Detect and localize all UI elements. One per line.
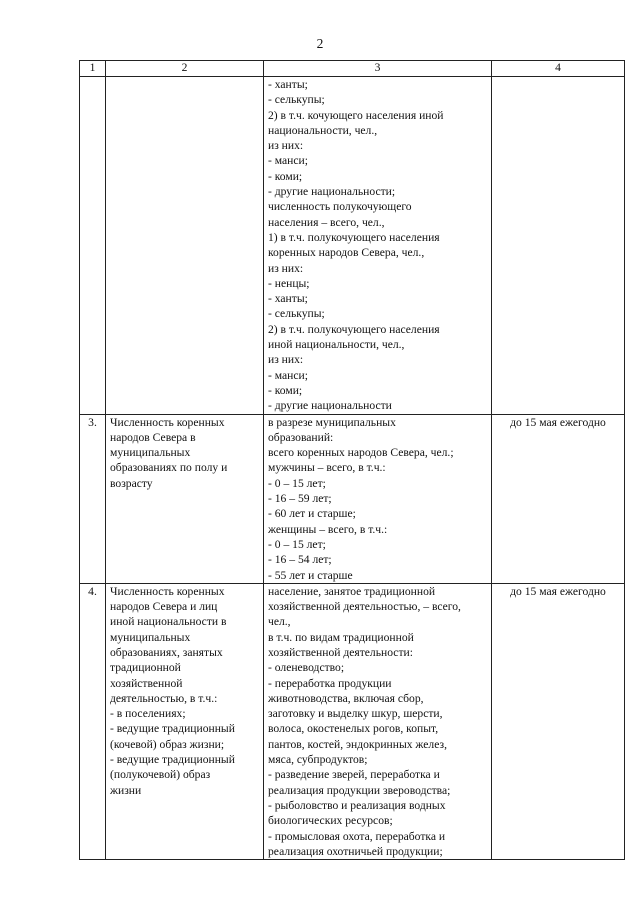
text-line: в т.ч. по видам традиционной [268, 630, 414, 644]
text-line: из них: [268, 261, 304, 275]
text-line: пантов, костей, эндокринных желез, [268, 737, 447, 751]
row-number-cell: 4. [80, 583, 106, 859]
text-line: реализация продукции звероводства; [268, 783, 451, 797]
indicator-details-cell [264, 583, 492, 859]
text-line: - ненцы; [268, 276, 310, 290]
page-number: 2 [316, 36, 324, 51]
text-line: заготовку и выделку шкур, шерсти, [268, 707, 443, 721]
text-line: - селькупы; [268, 307, 325, 321]
text-line: хозяйственной [110, 676, 183, 690]
indicator-name-cell [106, 77, 264, 415]
table-body [80, 77, 625, 860]
text-line: - ведущие традиционный [110, 722, 235, 736]
text-line: - разведение зверей, переработка и [268, 768, 440, 782]
indicator-name-cell [106, 414, 264, 583]
text-line: хозяйственной деятельности: [268, 645, 413, 659]
text-line: биологических ресурсов; [268, 814, 393, 828]
text-line: реализация охотничьей продукции; [268, 844, 443, 858]
text-line: традиционной [110, 661, 181, 675]
row-number-cell: 3. [80, 414, 106, 583]
text-line: народов Севера и лиц [110, 600, 218, 614]
indicator-name-cell [106, 583, 264, 859]
text-line: - рыболовство и реализация водных [268, 798, 446, 812]
deadline-cell: до 15 мая ежегодно [492, 414, 625, 583]
text-line: - другие национальности; [268, 185, 396, 199]
text-line: населения – всего, чел., [268, 215, 385, 229]
indicator-details-cell [264, 414, 492, 583]
text-line: из них: [268, 139, 304, 153]
text-line: Численность коренных [110, 415, 225, 429]
text-line: Численность коренных [110, 584, 225, 598]
text-line: - ведущие традиционный [110, 753, 235, 767]
text-line: иной национальности, чел., [268, 338, 405, 352]
column-header: 1 [80, 61, 106, 77]
text-line: образованиях, занятых [110, 645, 223, 659]
table-row [80, 77, 625, 415]
text-line: муниципальных [110, 446, 191, 460]
text-line: жизни [110, 783, 142, 797]
text-line: - 60 лет и старше; [268, 507, 356, 521]
text-line: - 0 – 15 лет; [268, 537, 326, 551]
text-line: - промысловая охота, переработка и [268, 829, 446, 843]
text-line: женщины – всего, в т.ч.: [268, 522, 388, 536]
text-line: мужчины – всего, в т.ч.: [268, 461, 386, 475]
text-line: коренных народов Севера, чел., [268, 246, 425, 260]
deadline-cell: до 15 мая ежегодно [492, 583, 625, 859]
text-line: (кочевой) образ жизни; [110, 737, 225, 751]
header-row [80, 61, 625, 77]
text-line: образований: [268, 430, 334, 444]
text-line: население, занятое традиционной [268, 584, 436, 598]
text-line: - коми; [268, 169, 303, 183]
text-line: 1) в т.ч. полукочующего населения [268, 230, 440, 244]
text-line: иной национальности в [110, 615, 227, 629]
text-line: - ханты; [268, 292, 308, 306]
text-line: в разрезе муниципальных [268, 415, 396, 429]
text-line: - коми; [268, 383, 303, 397]
reporting-table [79, 60, 625, 860]
text-line: волоса, окостенелых рогов, копыт, [268, 722, 439, 736]
column-header: 3 [264, 61, 492, 77]
deadline-cell [492, 77, 625, 415]
text-line: численность полукочующего [268, 200, 412, 214]
text-line: мяса, субпродуктов; [268, 753, 368, 767]
text-line: деятельностью, в т.ч.: [110, 691, 218, 705]
text-line: - 55 лет и старше [268, 568, 353, 582]
text-line: - ханты; [268, 78, 308, 91]
text-line: - оленеводство; [268, 661, 345, 675]
text-line: из них: [268, 353, 304, 367]
text-line: животноводства, включая сбор, [268, 691, 424, 705]
text-line: - 0 – 15 лет; [268, 476, 326, 490]
text-line: национальности, чел., [268, 123, 378, 137]
text-line: - селькупы; [268, 93, 325, 107]
text-line: образованиях по полу и [110, 461, 228, 475]
text-line: - переработка продукции [268, 676, 392, 690]
text-line: возрасту [110, 476, 153, 490]
column-header: 2 [106, 61, 264, 77]
text-line: - 16 – 54 лет; [268, 553, 332, 567]
text-line: хозяйственной деятельностью, – всего, [268, 600, 461, 614]
text-line: - манси; [268, 368, 308, 382]
text-line: 2) в т.ч. полукочующего населения [268, 322, 440, 336]
table-row [80, 414, 625, 583]
text-line: (полукочевой) образ [110, 768, 211, 782]
text-line: 2) в т.ч. кочующего населения иной [268, 108, 444, 122]
text-line: - манси; [268, 154, 308, 168]
table-row [80, 583, 625, 859]
text-line: муниципальных [110, 630, 191, 644]
text-line: - другие национальности [268, 399, 392, 413]
text-line: народов Севера в [110, 430, 196, 444]
row-number-cell [80, 77, 106, 415]
indicator-details-cell [264, 77, 492, 415]
column-header: 4 [492, 61, 625, 77]
text-line: чел., [268, 615, 291, 629]
text-line: - 16 – 59 лет; [268, 492, 332, 506]
text-line: всего коренных народов Севера, чел.; [268, 446, 454, 460]
text-line: - в поселениях; [110, 707, 186, 721]
